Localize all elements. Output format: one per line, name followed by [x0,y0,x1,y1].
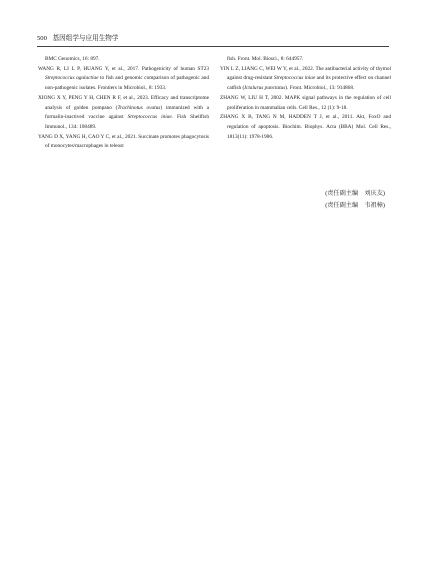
species-name-italic: Streptococcus iniae [127,114,172,121]
species-name-italic: Trachinotus ovatus [117,104,161,111]
journal-title: 基因组学与应用生物学 [52,35,119,42]
reference-text: YANG D X, YANG H, CAO Y C, et al., 2021. Succinate promotes phagocytosis of monocytes/macrophages in teleost [38,133,209,150]
associate-editor-line: (责任副主编 刘庆友) [325,190,385,197]
reference-entry [38,55,209,65]
reference-text: fish. Front. Mol. Biosci., 8: 644957. [227,56,304,62]
reference-text: ) immunized with a formalin-inactived vaccine against [45,104,209,121]
species-name-italic: Streptococcus iniae [273,75,316,82]
reference-entry [220,94,391,113]
reference-text: ZHANG W, LIU H T, 2002. MAPK signal pathways in the regulation of cell proliferation in mammalian cells. Cell Res., 12 (1): 9-18. [220,94,391,111]
reference-entry [38,65,209,94]
reference-text: to fish and genomic comparison of pathogenic and non-pathogenic isolates. Frontiers in Microbiol., 8: 1933. [45,75,209,92]
references-left-column [38,55,209,152]
reference-text: BMC Genomics, 16: 897. [45,56,100,62]
associate-editor-line: (责任副主编 韦祖樟) [325,202,385,209]
reference-text: WANG R, LI L P, HUANG Y, et al., 2017. Pathogenicity of human ST23 [38,65,209,72]
reference-text: . Fish Shellfish Immunol., 134: 108489. [45,114,209,130]
running-header [37,34,389,47]
reference-text: and its protective effect on channel catfish ( [227,75,391,92]
reference-text: ). Front. Microbiol., 13: 914868. [285,85,355,92]
species-name-italic: Ictalurus punctatus [244,85,286,92]
reference-entry [220,113,391,142]
page-number: 500 [37,35,47,42]
reference-text: ZHANG X B, TANG N M, HADDEN T J, et al., 2011. Akt, FoxO and regulation of apoptosis. Biochim. Biophys. Acta (BBA) Mol. Cell Res., 1813(11): 1978-1986. [220,114,391,140]
reference-text: XIONG X Y, PENG Y H, CHEN R F, et al., 2023. Efficacy and transcriptome analysis of golden pompano ( [38,94,209,111]
species-name-italic: Streptococcus agalactiae [45,75,99,82]
reference-text: YIN L Z, LIANG C, WEI W Y, et al., 2022. The antibacterial activity of thymol against drug-resistant [220,65,391,82]
reference-entry [220,55,391,65]
reference-entry [38,133,209,152]
references-right-column [220,55,391,142]
reference-entry [38,94,209,133]
reference-entry [220,65,391,94]
